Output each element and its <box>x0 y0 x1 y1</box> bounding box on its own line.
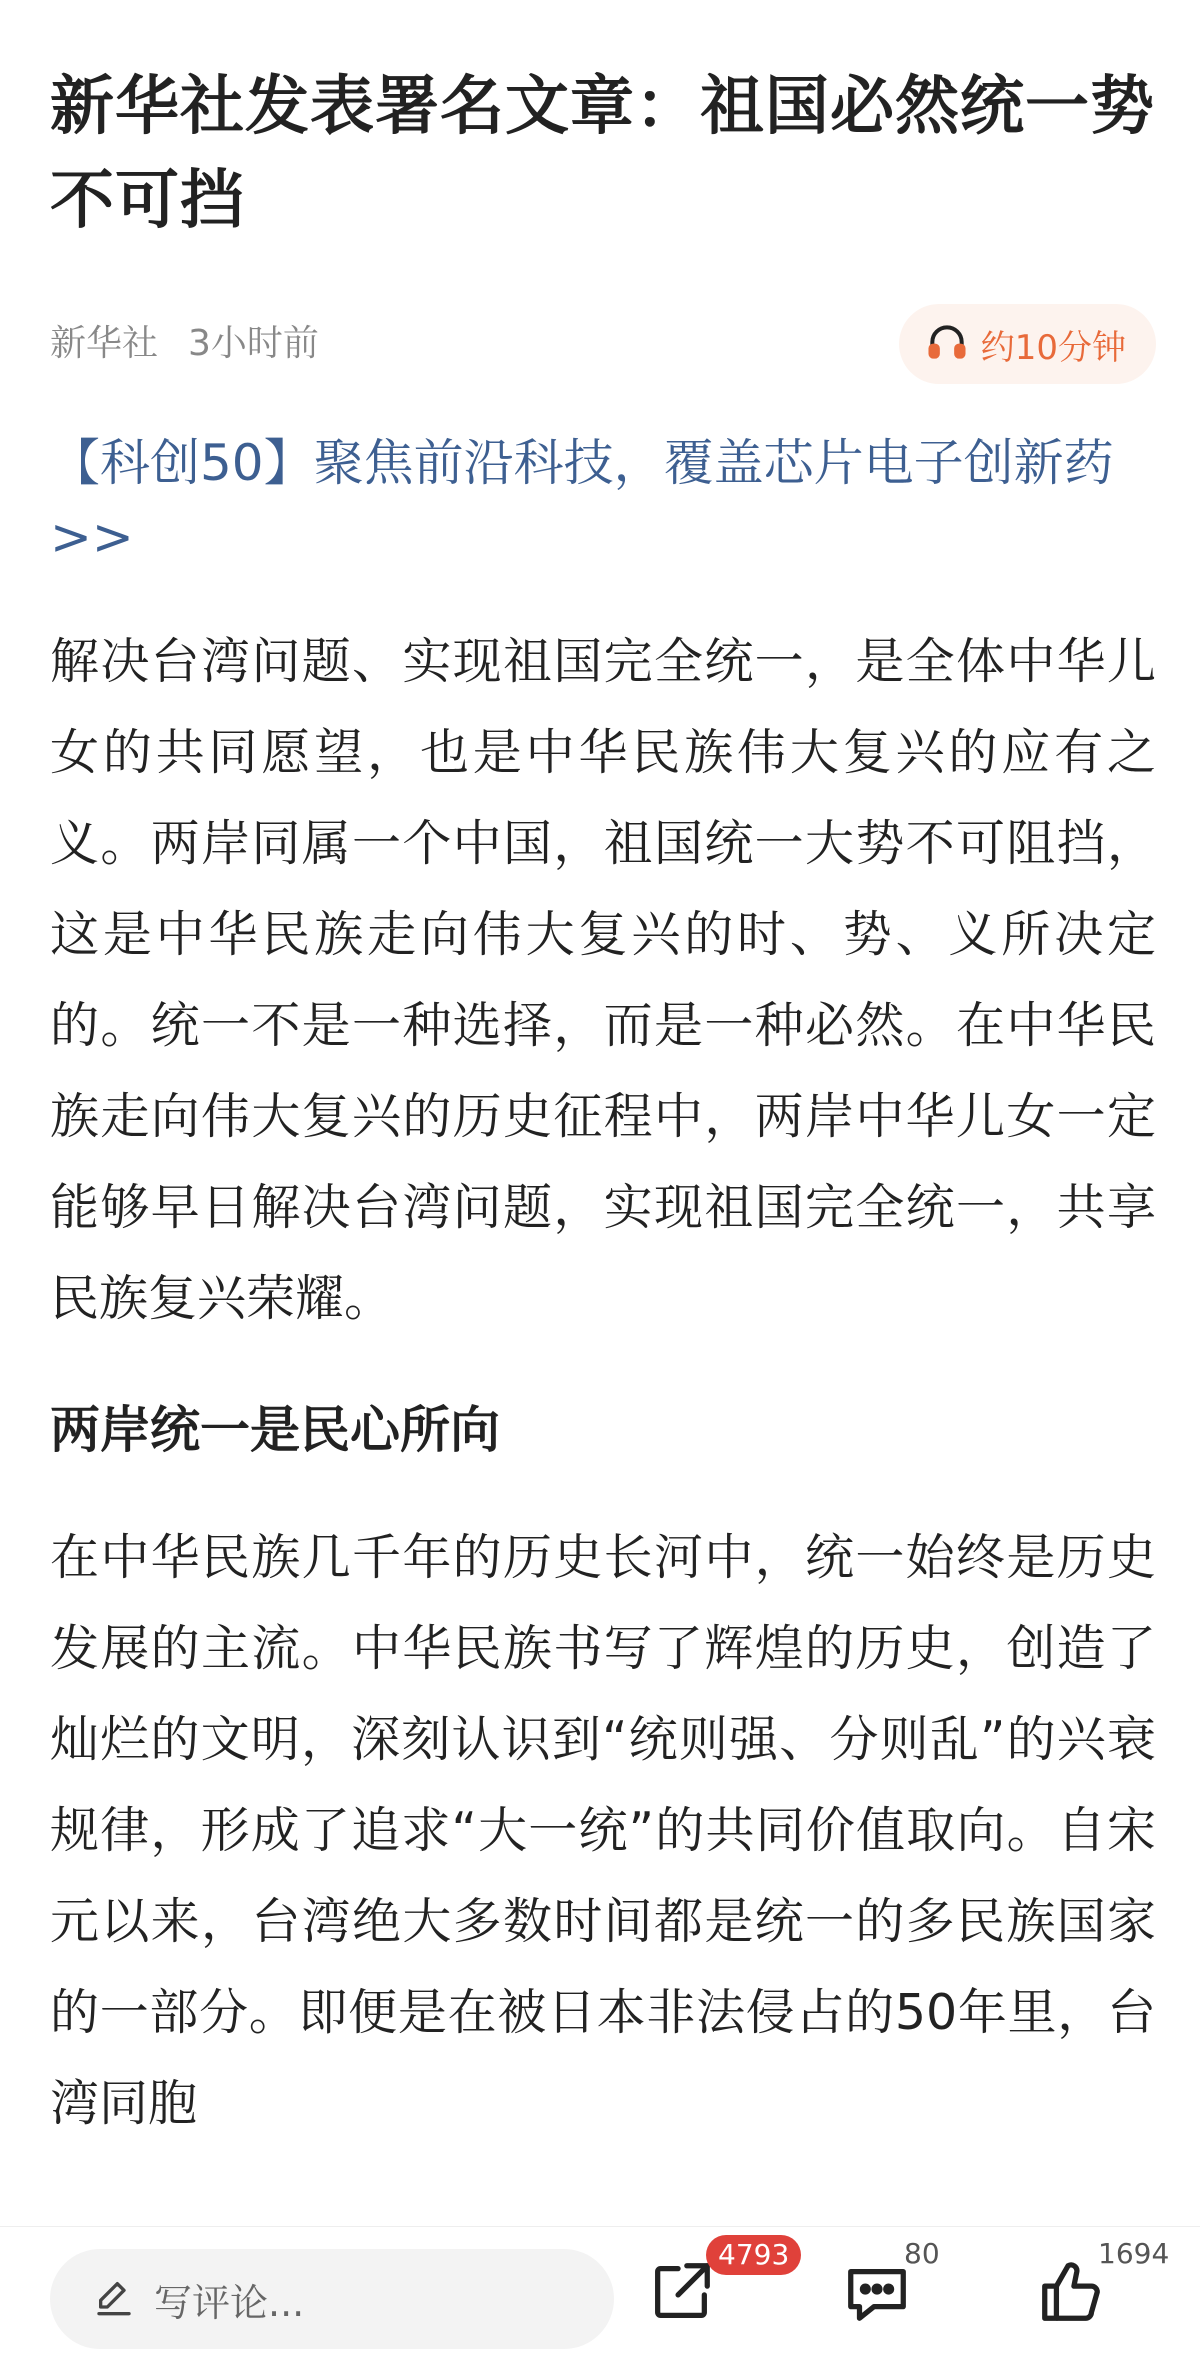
share-button[interactable] <box>646 2238 790 2337</box>
article-subheading: 两岸统一是民心所向 <box>50 1401 500 1459</box>
read-duration-label: 约10分钟 <box>980 327 1126 368</box>
headphones-icon <box>925 320 969 368</box>
article-meta <box>50 304 1156 384</box>
comment-count: 80 <box>904 2237 940 2270</box>
comment-placeholder: 写评论... <box>154 2280 305 2325</box>
read-duration-pill[interactable] <box>899 304 1156 384</box>
like-button[interactable] <box>1036 2237 1170 2337</box>
article <box>50 60 1156 2149</box>
article-paragraph: 解决台湾问题、实现祖国完全统一，是全体中华儿女的共同愿望，也是中华民族伟大复兴的应有之义。两岸同属一个中国，祖国统一大势不可阻挡，这是中华民族走向伟大复兴的时、势、义所决定的。统一不是一种选择，而是一种必然。在中华民族走向伟大复兴的历史征程中，两岸中华儿女一定能够早日解决台湾问题，实现祖国完全统一，共享民族复兴荣耀。 <box>50 633 1156 1327</box>
article-paragraph: 在中华民族几千年的历史长河中，统一始终是历史发展的主流。中华民族书写了辉煌的历史，创造了灿烂的文明，深刻认识到“统则强、分则乱”的兴衰规律，形成了追求“大一统”的共同价值取向。自宋元以来，台湾绝大多数时间都是统一的多民族国家的一部分。即便是在被日本非法侵占的50年里，台湾同胞 <box>50 1529 1156 2132</box>
like-count: 1694 <box>1098 2237 1170 2270</box>
comment-input[interactable] <box>50 2249 614 2349</box>
comment-button[interactable] <box>842 2237 940 2337</box>
comment-icon <box>842 2312 912 2331</box>
thumbs-up-icon <box>1036 2312 1106 2331</box>
article-time: 3小时前 <box>188 323 319 364</box>
promo-link[interactable]: 【科创50】聚焦前沿科技，覆盖芯片电子创新药>> <box>50 434 1114 566</box>
bottom-action-bar <box>0 2226 1200 2377</box>
pencil-icon <box>50 2277 134 2321</box>
share-icon <box>646 2312 716 2331</box>
share-count-badge: 4793 <box>706 2235 801 2275</box>
article-title: 新华社发表署名文章：祖国必然统一势不可挡 <box>50 70 1155 238</box>
article-source[interactable]: 新华社 <box>50 323 159 364</box>
